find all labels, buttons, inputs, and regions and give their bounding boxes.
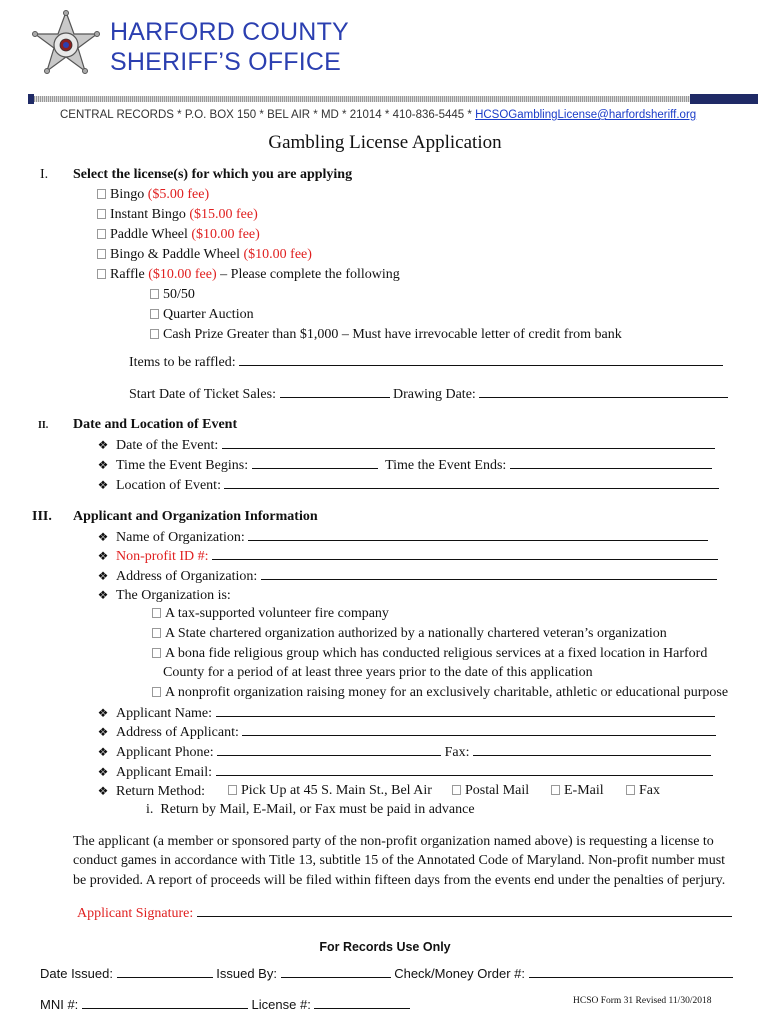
section3-number: III. <box>32 509 52 524</box>
checkbox[interactable] <box>152 608 161 618</box>
event-location-field[interactable] <box>224 476 719 489</box>
license-option-bingo[interactable]: Bingo ($5.00 fee) <box>97 187 209 203</box>
records-row2: MNI #: License #: <box>40 996 410 1013</box>
checkbox[interactable] <box>97 229 106 239</box>
header-rule <box>28 96 758 102</box>
section1-number: I. <box>40 167 49 182</box>
mni-field[interactable] <box>82 996 248 1009</box>
checkbox[interactable] <box>97 249 106 259</box>
signature-row: Applicant Signature: <box>77 904 732 922</box>
applicant-email-field[interactable] <box>216 763 713 776</box>
bullet-diamond-icon: ❖ <box>97 725 109 739</box>
bullet-diamond-icon: ❖ <box>97 530 109 544</box>
checkbox[interactable] <box>228 785 237 795</box>
items-raffled-row: Items to be raffled: <box>129 353 723 371</box>
form-id: HCSO Form 31 Revised 11/30/2018 <box>573 996 712 1006</box>
raffle-option-cash-prize[interactable]: Cash Prize Greater than $1,000 – Must have irrevocable letter of credit from bank <box>150 327 622 343</box>
org-type-fire-company[interactable]: A tax-supported volunteer fire company <box>152 606 389 622</box>
org-address-field[interactable] <box>261 567 717 580</box>
bullet-diamond-icon: ❖ <box>97 569 109 583</box>
org-is-row: ❖ The Organization is: <box>97 588 231 603</box>
section2-heading: Date and Location of Event <box>73 417 238 432</box>
statement-line2: conduct games in accordance with Title 13, subtitle 15 of the Annotated Code of Maryland. Non-profit number must <box>73 853 726 868</box>
check-number-field[interactable] <box>529 965 733 978</box>
checkbox[interactable] <box>452 785 461 795</box>
email-link[interactable]: HCSOGamblingLicense@harfordsheriff.org <box>475 109 697 121</box>
ticket-dates-row: Start Date of Ticket Sales: Drawing Date: <box>129 385 728 403</box>
items-raffled-field[interactable] <box>239 353 723 366</box>
checkbox[interactable] <box>97 209 106 219</box>
header-rule-accent-left <box>28 94 34 104</box>
date-issued-field[interactable] <box>117 965 213 978</box>
event-date-row: ❖ Date of the Event: <box>96 436 715 454</box>
records-row1: Date Issued: Issued By: Check/Money Order #: <box>40 965 733 982</box>
nonprofit-id-row: ❖ Non-profit ID #: <box>96 547 718 565</box>
checkbox[interactable] <box>626 785 635 795</box>
license-option-instant-bingo[interactable]: Instant Bingo ($15.00 fee) <box>97 207 258 223</box>
section2-number: II. <box>38 420 49 431</box>
signature-field[interactable] <box>197 904 732 917</box>
org-type-religious-cont: County for a period of at least three years prior to the date of this application <box>163 665 593 680</box>
license-option-paddle-wheel[interactable]: Paddle Wheel ($10.00 fee) <box>97 227 260 243</box>
checkbox[interactable] <box>152 628 161 638</box>
bullet-diamond-icon: ❖ <box>97 784 109 798</box>
event-ends-field[interactable] <box>510 456 712 469</box>
org-type-nonprofit[interactable]: A nonprofit organization raising money for an exclusively charitable, athletic or educational purpose <box>152 685 728 701</box>
checkbox[interactable] <box>97 189 106 199</box>
return-method-row: ❖ Return Method: <box>97 784 206 799</box>
bullet-diamond-icon: ❖ <box>97 588 109 602</box>
bullet-diamond-icon: ❖ <box>97 745 109 759</box>
applicant-fax-field[interactable] <box>473 743 711 756</box>
return-note: i. Return by Mail, E-Mail, or Fax must be paid in advance <box>146 802 475 817</box>
applicant-phone-field[interactable] <box>217 743 441 756</box>
org-type-religious[interactable]: A bona fide religious group which has conducted religious services at a fixed location in Harford <box>152 646 707 662</box>
return-option-email[interactable]: E-Mail <box>551 783 604 799</box>
return-option-postal[interactable]: Postal Mail <box>452 783 529 799</box>
checkbox[interactable] <box>150 329 159 339</box>
bullet-diamond-icon: ❖ <box>97 549 109 563</box>
checkbox[interactable] <box>97 269 106 279</box>
raffle-option-5050[interactable]: 50/50 <box>150 287 195 303</box>
event-begins-field[interactable] <box>252 456 378 469</box>
bullet-diamond-icon: ❖ <box>97 765 109 779</box>
event-times-row: ❖ Time the Event Begins: Time the Event Ends: <box>96 456 712 474</box>
header-rule-accent-right <box>690 94 758 104</box>
checkbox[interactable] <box>152 648 161 658</box>
start-date-field[interactable] <box>280 385 390 398</box>
event-location-row: ❖ Location of Event: <box>96 476 719 494</box>
org-type-veterans[interactable]: A State chartered organization authorized by a nationally chartered veteran’s organization <box>152 626 667 642</box>
applicant-phone-row: ❖ Applicant Phone: Fax: <box>96 743 711 761</box>
checkbox[interactable] <box>551 785 560 795</box>
license-number-field[interactable] <box>314 996 410 1009</box>
applicant-address-row: ❖ Address of Applicant: <box>96 723 716 741</box>
return-option-pickup[interactable]: Pick Up at 45 S. Main St., Bel Air <box>228 783 432 799</box>
records-heading: For Records Use Only <box>319 940 451 954</box>
agency-name-line1: HARFORD COUNTY <box>110 18 349 46</box>
drawing-date-field[interactable] <box>479 385 728 398</box>
applicant-email-row: ❖ Applicant Email: <box>96 763 713 781</box>
org-name-field[interactable] <box>248 528 708 541</box>
license-option-raffle[interactable]: Raffle ($10.00 fee) – Please complete the following <box>97 267 400 283</box>
raffle-option-quarter-auction[interactable]: Quarter Auction <box>150 307 254 323</box>
sheriff-star-badge-icon <box>30 10 102 82</box>
return-option-fax[interactable]: Fax <box>626 783 660 799</box>
org-name-row: ❖ Name of Organization: <box>96 528 708 546</box>
form-title: Gambling License Application <box>268 132 502 153</box>
checkbox[interactable] <box>152 687 161 697</box>
applicant-name-field[interactable] <box>216 704 715 717</box>
nonprofit-id-field[interactable] <box>212 547 718 560</box>
org-address-row: ❖ Address of Organization: <box>96 567 717 585</box>
address-line: CENTRAL RECORDS * P.O. BOX 150 * BEL AIR * MD * 21014 * 410-836-5445 * HCSOGamblingLicense@harfordsheriff.org <box>60 109 697 121</box>
section1-heading: Select the license(s) for which you are applying <box>73 167 353 182</box>
bullet-diamond-icon: ❖ <box>97 706 109 720</box>
statement-line3: be provided. A report of proceeds will be filed within fifteen days from the events end under the penalties of perjury. <box>73 873 726 888</box>
bullet-diamond-icon: ❖ <box>97 438 109 452</box>
applicant-name-row: ❖ Applicant Name: <box>96 704 715 722</box>
applicant-address-field[interactable] <box>242 723 716 736</box>
agency-name-line2: SHERIFF’S OFFICE <box>110 48 341 76</box>
statement-line1: The applicant (a member or sponsored party of the non-profit organization named above) is requesting a license to <box>73 834 714 849</box>
event-date-field[interactable] <box>222 436 715 449</box>
checkbox[interactable] <box>150 309 159 319</box>
bullet-diamond-icon: ❖ <box>97 458 109 472</box>
section3-heading: Applicant and Organization Information <box>73 509 318 524</box>
license-option-bingo-paddle[interactable]: Bingo & Paddle Wheel ($10.00 fee) <box>97 247 312 263</box>
bullet-diamond-icon: ❖ <box>97 478 109 492</box>
issued-by-field[interactable] <box>281 965 391 978</box>
checkbox[interactable] <box>150 289 159 299</box>
